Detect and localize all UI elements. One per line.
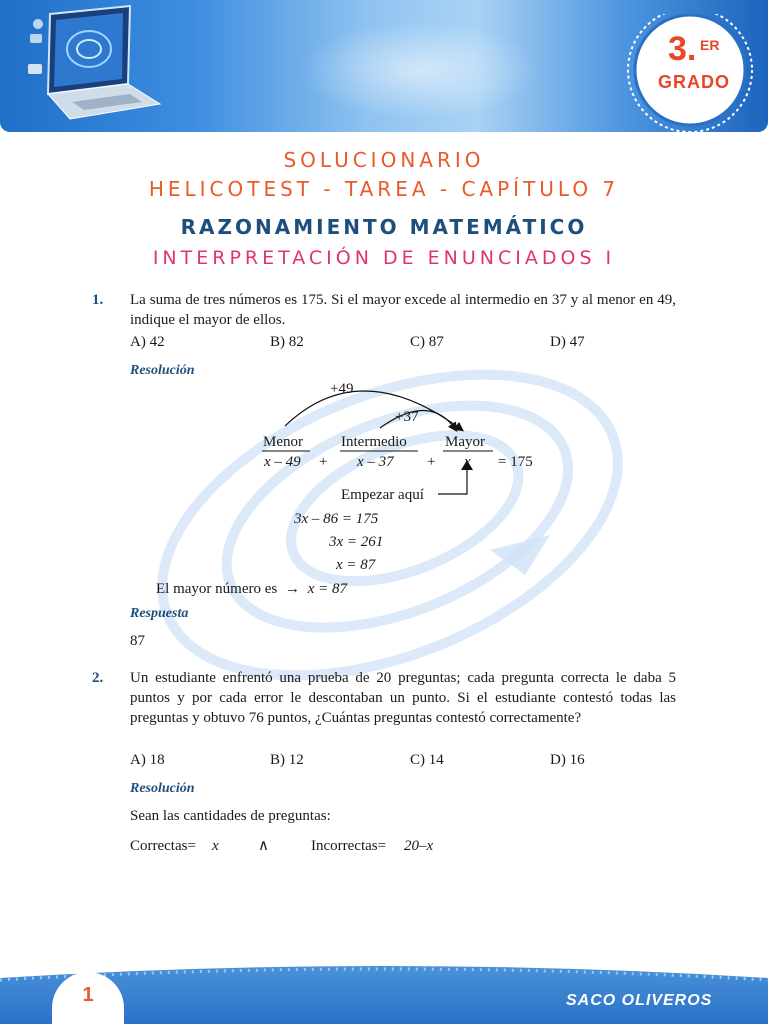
q2-text: Un estudiante enfrentó una prueba de 20 preguntas; cada pregunta correcta le daba 5 puntos y por cada error le descontaban un punto. Si el estudiante contestó todas las preguntas y obtuvo 76 puntos, ¿Cuántas preguntas contestó correctamente?: [130, 670, 676, 726]
q1-options: [130, 332, 690, 352]
q1-text: La suma de tres números es 175. Si el mayor excede al intermedio en 37 y al menor en 49, indique el mayor de ellos.: [130, 292, 676, 328]
q1-label-mayor: Mayor: [445, 434, 485, 450]
q2-option-b: B) 12: [270, 752, 304, 768]
q1-conclusion: [156, 579, 347, 599]
arc-outer: [285, 391, 462, 430]
q1-expr-intermedio: x – 37: [357, 454, 394, 470]
q2-number: 2.: [92, 670, 104, 686]
q1-conclusion-value: x = 87: [307, 581, 347, 597]
q1-step-2: 3x = 261: [329, 534, 384, 550]
q1-step-3: x = 87: [336, 557, 376, 573]
q2-intro: Sean las cantidades de preguntas:: [130, 808, 331, 824]
q2-correct-label: Correctas=: [130, 838, 196, 854]
logical-and-icon: ∧: [258, 838, 269, 854]
page-number: 1: [82, 984, 94, 1006]
grade-superscript: ER: [700, 37, 720, 53]
q1-arc-outer-label: +49: [330, 381, 354, 397]
q2-options: [130, 750, 690, 770]
q2-correct-value: x: [212, 838, 219, 854]
q1-answer: 87: [130, 633, 145, 649]
right-arrow-icon: →: [284, 581, 300, 597]
topic-title: INTERPRETACIÓN DE ENUNCIADOS I: [152, 247, 616, 269]
q1-option-b: B) 82: [270, 334, 304, 350]
q2-incorrect-label: Incorrectas=: [311, 838, 387, 854]
title-chapter: HELICOTEST - TAREA - CAPÍTULO 7: [148, 177, 620, 201]
grade-number: 3.: [668, 30, 697, 68]
q2-resolution-label: Resolución: [130, 781, 195, 796]
q1-option-a: A) 42: [130, 334, 165, 350]
q1-expr-menor: x – 49: [264, 454, 301, 470]
q1-option-d: D) 47: [550, 334, 585, 350]
q1-label-menor: Menor: [263, 434, 303, 450]
brand-logo: SACO OLIVEROS: [566, 992, 713, 1009]
subject-title: RAZONAMIENTO MATEMÁTICO: [180, 215, 588, 239]
q2-option-c: C) 14: [410, 752, 444, 768]
q1-option-c: C) 87: [410, 334, 444, 350]
q2-option-a: A) 18: [130, 752, 165, 768]
q1-equals-total: = 175: [498, 454, 533, 470]
q2-option-d: D) 16: [550, 752, 585, 768]
q1-plus-2: +: [427, 454, 436, 470]
grade-word: GRADO: [658, 72, 730, 92]
q1-answer-label: Respuesta: [130, 606, 189, 621]
q1-conclusion-text: El mayor número es: [156, 581, 278, 597]
q1-expr-mayor: x: [464, 454, 471, 470]
q1-plus-1: +: [319, 454, 328, 470]
q1-label-intermedio: Intermedio: [341, 434, 407, 450]
q1-step-1: 3x – 86 = 175: [294, 511, 379, 527]
q1-number: 1.: [92, 292, 104, 308]
laptop-icon: [10, 4, 170, 129]
title-solucionario: SOLUCIONARIO: [283, 148, 485, 172]
q1-arc-inner-label: +37: [395, 409, 419, 425]
banner-glow: [300, 20, 540, 120]
q1-start-here: Empezar aquí: [341, 487, 424, 503]
q1-resolution-label: Resolución: [130, 363, 195, 378]
q2-incorrect-value: 20–x: [404, 838, 434, 854]
